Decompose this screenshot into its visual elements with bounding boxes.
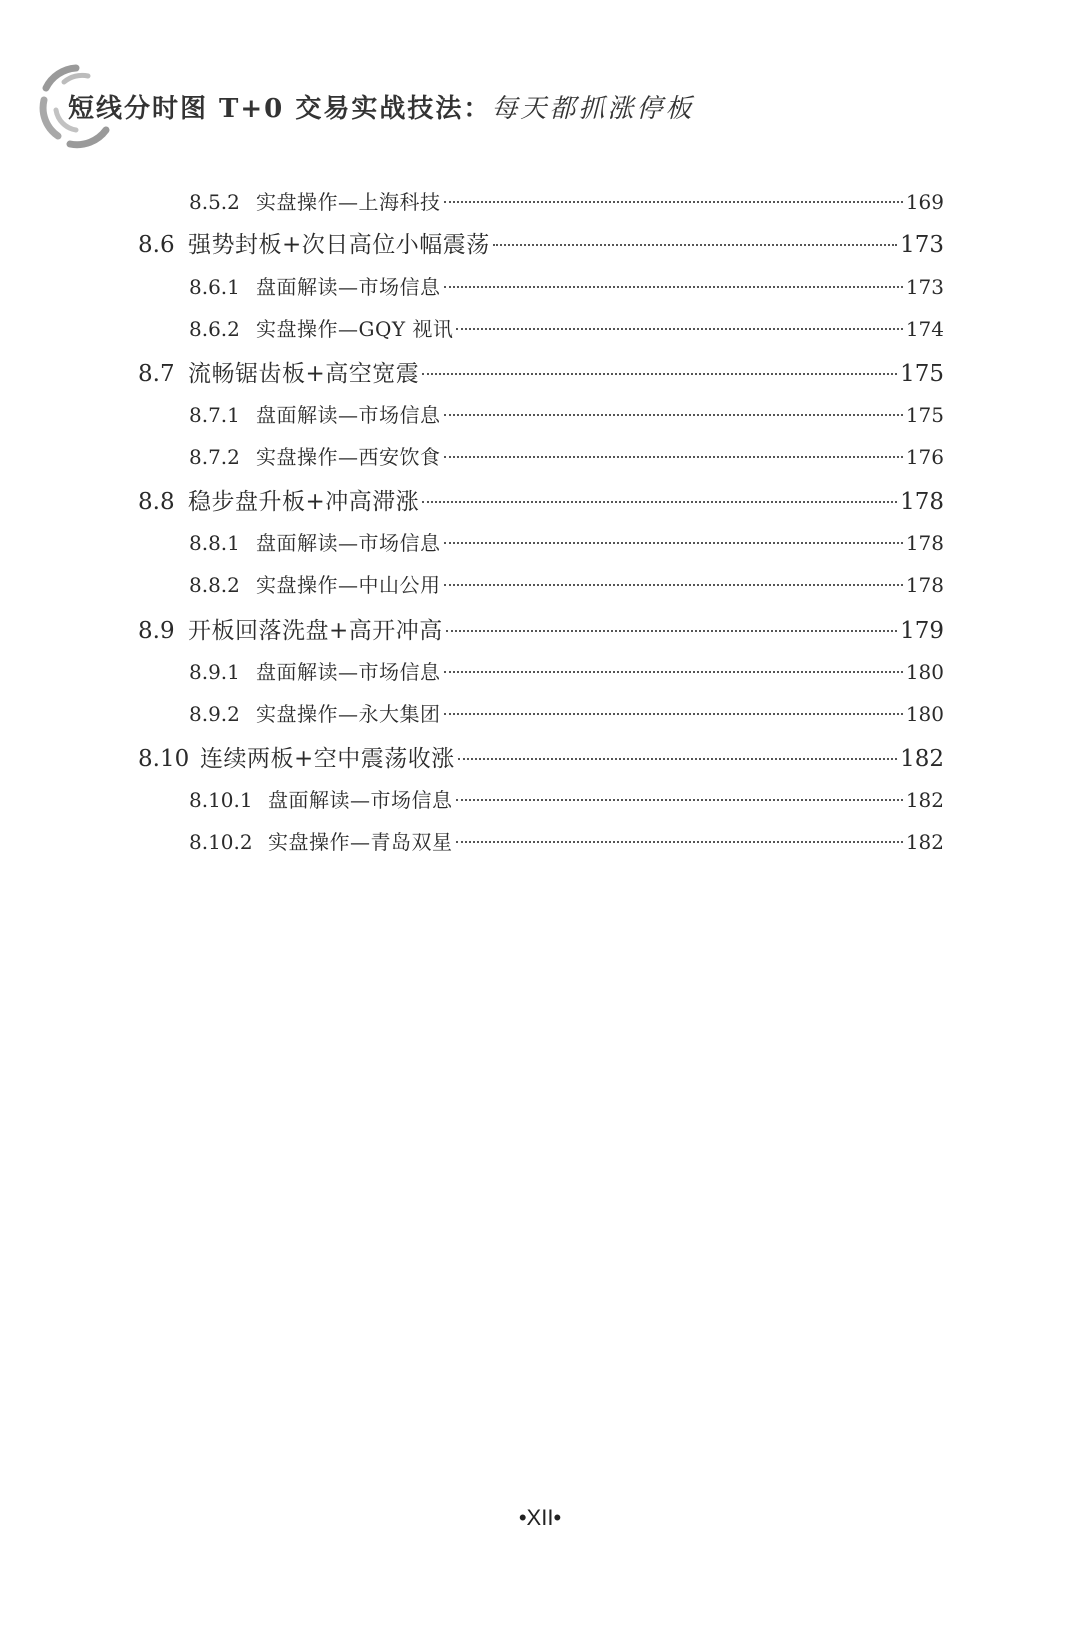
book-title-main: 短线分时图 T+0 交易实战技法： <box>68 94 492 124</box>
toc-entry-title: 盘面解读—市场信息 <box>256 660 441 684</box>
toc-leader-dots <box>446 630 897 632</box>
toc-entry-number: 8.7.1 <box>189 403 240 427</box>
toc-entry <box>189 313 944 342</box>
toc-entry-number: 8.6 <box>138 232 175 258</box>
toc-entry <box>138 226 944 259</box>
toc-entry-title: 盘面解读—市场信息 <box>268 788 453 812</box>
toc-entry-title: 实盘操作—上海科技 <box>256 190 441 214</box>
toc-leader-dots <box>444 542 903 544</box>
toc-entry-page: 176 <box>905 445 944 469</box>
toc-entry <box>189 527 944 556</box>
toc-entry-title: 开板回落洗盘+高开冲高 <box>188 618 443 644</box>
toc-leader-dots <box>444 456 903 458</box>
toc-entry <box>189 656 944 685</box>
toc-entry-title: 实盘操作—西安饮食 <box>256 445 441 469</box>
toc-entry-title: 流畅锯齿板+高空宽震 <box>188 361 420 387</box>
toc-entry-page: 178 <box>900 489 944 515</box>
toc-entry <box>189 784 944 813</box>
toc-entry-page: 182 <box>905 788 944 812</box>
toc-entry-number: 8.10.2 <box>189 830 253 854</box>
toc-entry-page: 182 <box>900 746 944 772</box>
toc-entry-title: 强势封板+次日高位小幅震荡 <box>188 232 490 258</box>
toc-leader-dots <box>444 414 903 416</box>
toc-leader-dots <box>456 841 903 843</box>
toc-entry-number: 8.6.2 <box>189 317 240 341</box>
toc-entry-page: 180 <box>905 702 944 726</box>
toc-entry-number: 8.7.2 <box>189 445 240 469</box>
toc-leader-dots <box>456 328 902 330</box>
toc-entry-page: 169 <box>905 190 944 214</box>
book-title <box>68 88 694 125</box>
toc-entry-number: 8.5.2 <box>189 190 240 214</box>
toc-entry-page: 178 <box>905 531 944 555</box>
toc-entry-page: 178 <box>905 573 944 597</box>
toc-leader-dots <box>456 799 903 801</box>
toc-entry-title: 实盘操作—青岛双星 <box>268 830 453 854</box>
toc-entry <box>138 612 944 645</box>
toc-entry <box>189 569 944 598</box>
toc-entry-number: 8.9.2 <box>189 702 240 726</box>
running-header <box>36 60 776 150</box>
toc-entry-number: 8.8 <box>138 489 175 515</box>
toc-entry-title: 实盘操作—永大集团 <box>256 702 441 726</box>
toc-leader-dots <box>444 286 903 288</box>
toc-entry <box>189 271 944 300</box>
toc-entry-number: 8.8.2 <box>189 573 240 597</box>
toc-entry-page: 180 <box>905 660 944 684</box>
toc-entry-page: 173 <box>905 275 944 299</box>
toc-entry-title: 盘面解读—市场信息 <box>256 275 441 299</box>
toc-leader-dots <box>444 671 903 673</box>
toc-entry <box>138 740 944 773</box>
toc-leader-dots <box>422 501 897 503</box>
toc-entry <box>189 826 944 855</box>
toc-entry <box>189 399 944 428</box>
toc-entry-title: 盘面解读—市场信息 <box>256 403 441 427</box>
toc-leader-dots <box>444 584 903 586</box>
toc-leader-dots <box>458 758 897 760</box>
toc-entry-title: 实盘操作—GQY 视讯 <box>256 317 454 341</box>
toc-entry <box>138 483 944 516</box>
toc-entry-title: 盘面解读—市场信息 <box>256 531 441 555</box>
toc-entry-number: 8.10.1 <box>189 788 253 812</box>
toc-entry-page: 182 <box>905 830 944 854</box>
toc-leader-dots <box>444 201 903 203</box>
page-number: •XII• <box>518 1505 562 1530</box>
toc-entry <box>189 441 944 470</box>
toc-entry-title: 实盘操作—中山公用 <box>256 573 441 597</box>
toc-entry-number: 8.6.1 <box>189 275 240 299</box>
toc-entry <box>138 355 944 388</box>
toc-entry-title: 连续两板+空中震荡收涨 <box>200 746 455 772</box>
toc-leader-dots <box>493 244 897 246</box>
toc-leader-dots <box>444 713 903 715</box>
toc-entry-title: 稳步盘升板+冲高滞涨 <box>188 489 420 515</box>
toc-entry <box>189 698 944 727</box>
toc-entry-page: 174 <box>905 317 944 341</box>
toc-entry-number: 8.8.1 <box>189 531 240 555</box>
toc-entry-page: 179 <box>900 618 944 644</box>
toc-entry-number: 8.7 <box>138 361 175 387</box>
toc-entry-page: 175 <box>905 403 944 427</box>
toc-entry-number: 8.9 <box>138 618 175 644</box>
book-title-sub: 每天都抓涨停板 <box>491 94 695 124</box>
toc-entry-number: 8.10 <box>138 746 190 772</box>
toc-entry-number: 8.9.1 <box>189 660 240 684</box>
toc-entry-page: 175 <box>900 361 944 387</box>
toc-entry <box>189 186 944 215</box>
toc-entry-page: 173 <box>900 232 944 258</box>
toc-leader-dots <box>422 373 897 375</box>
